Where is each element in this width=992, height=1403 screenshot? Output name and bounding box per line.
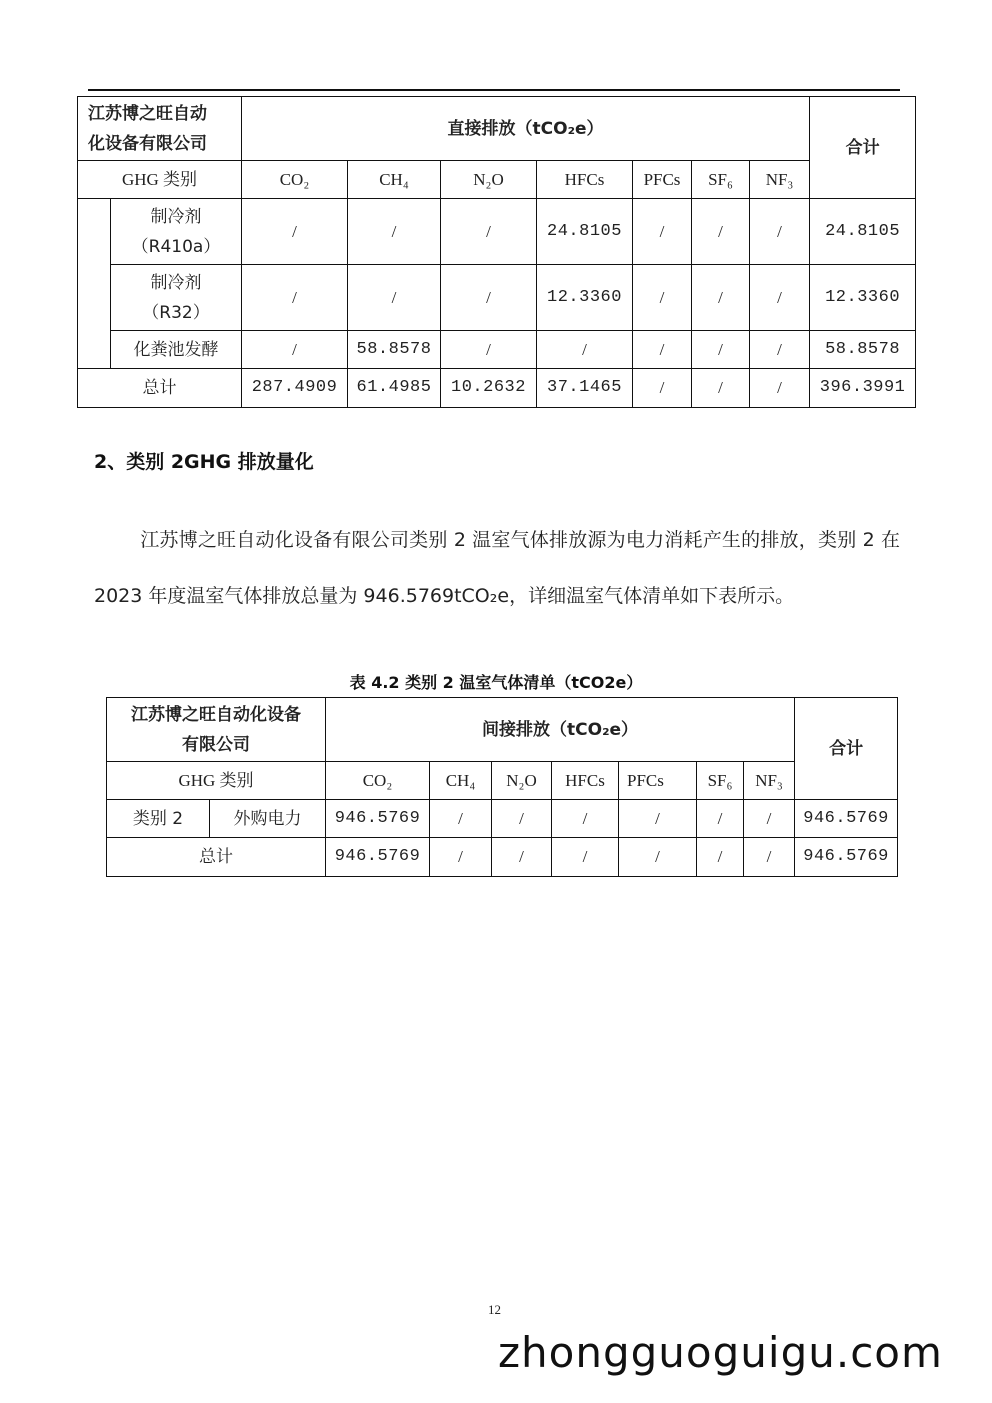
direct-emissions-table [77,96,916,408]
gas-header-ch4: CH₄ [430,762,492,800]
value-cell: / [750,199,810,265]
sum-cell: 10.2632 [441,369,537,408]
sum-cell: 61.4985 [348,369,441,408]
sum-row [78,369,916,408]
sum-label: 总计 [107,838,326,877]
value-cell: / [552,800,619,838]
value-cell: / [750,265,810,331]
source-detail: （R32） [142,302,210,323]
value-cell: / [242,331,348,369]
section-heading: 2、类别 2GHG 排放量化 [94,451,314,473]
gas-header-n2o: N₂O [492,762,552,800]
source-cell: 化粪池发酵 [111,331,242,369]
gas-header-pfcs: PFCs [619,762,697,800]
value-cell: / [441,265,537,331]
value-cell: / [242,199,348,265]
value-cell: / [492,800,552,838]
value-cell: / [697,800,744,838]
value-cell: / [692,199,750,265]
sum-cell: / [492,838,552,877]
category-cell: 类别 2 [107,800,210,838]
sum-cell: / [633,369,692,408]
value-cell: / [692,265,750,331]
table-row [107,800,898,838]
gas-header-pfcs: PFCs [633,161,692,199]
company-header-cell [78,97,242,161]
value-cell: / [619,800,697,838]
sum-cell: / [750,369,810,408]
sum-cell: / [619,838,697,877]
source-cell: 外购电力 [210,800,326,838]
company-header-cell [107,698,326,762]
source-detail: （R410a） [131,236,221,257]
source-cell [111,265,242,331]
indirect-emissions-header: 间接排放（tCO₂e） [326,698,795,762]
row-total-cell: 58.8578 [810,331,916,369]
sum-cell: 37.1465 [537,369,633,408]
sum-row [107,838,898,877]
gas-header-sf6: SF₆ [692,161,750,199]
value-cell: / [692,331,750,369]
sum-cell: / [697,838,744,877]
table-row [78,199,916,265]
page-number: 12 [488,1302,501,1317]
total-header: 合计 [810,97,916,199]
value-cell: / [242,265,348,331]
sum-cell: / [744,838,795,877]
ghg-category-label: GHG 类别 [78,161,242,199]
gas-header-co2: CO₂ [326,762,430,800]
value-cell: 12.3360 [537,265,633,331]
source-cell [111,199,242,265]
value-cell: / [744,800,795,838]
gas-header-co2: CO₂ [242,161,348,199]
table-row [78,331,916,369]
sum-cell: / [692,369,750,408]
table-row [78,265,916,331]
paragraph-text: 江苏博之旺自动化设备有限公司类别 2 温室气体排放源为电力消耗产生的排放，类别 2 在 2023 年度温室气体排放总量为 946.5769tCO₂e，详细温室气体清单如下表所示。 [94,529,900,607]
company-name-line2: 化设备有限公司 [88,133,207,154]
gas-header-nf3: NF₃ [750,161,810,199]
gas-header-sf6: SF₆ [697,762,744,800]
sum-cell: / [430,838,492,877]
row-total-cell: 946.5769 [795,800,898,838]
value-cell: 24.8105 [537,199,633,265]
gas-header-hfcs: HFCs [537,161,633,199]
sum-cell: / [552,838,619,877]
value-cell: / [633,199,692,265]
indirect-emissions-table [106,697,898,877]
sum-cell: 946.5769 [326,838,430,877]
sum-cell: 287.4909 [242,369,348,408]
company-name-line2: 有限公司 [182,734,250,755]
gas-header-n2o: N₂O [441,161,537,199]
value-cell: / [348,199,441,265]
value-cell: / [537,331,633,369]
value-cell: 946.5769 [326,800,430,838]
watermark: zhongguoguigu.com [498,1328,943,1377]
gas-header-ch4: CH₄ [348,161,441,199]
company-name-line1: 江苏博之旺自动 [88,103,207,124]
value-cell: / [633,331,692,369]
row-total-cell: 24.8105 [810,199,916,265]
ghg-category-label: GHG 类别 [107,762,326,800]
grand-total-cell: 946.5769 [795,838,898,877]
category-spacer-cell [78,199,111,369]
company-name-line1: 江苏博之旺自动化设备 [131,704,301,725]
value-cell: / [441,331,537,369]
value-cell: / [441,199,537,265]
source-name: 制冷剂 [150,272,202,293]
value-cell: / [633,265,692,331]
row-total-cell: 12.3360 [810,265,916,331]
gas-header-hfcs: HFCs [552,762,619,800]
body-paragraph [94,512,900,624]
grand-total-cell: 396.3991 [810,369,916,408]
header-rule [88,89,900,91]
direct-emissions-header: 直接排放（tCO₂e） [242,97,810,161]
source-name: 制冷剂 [150,206,202,227]
gas-header-nf3: NF₃ [744,762,795,800]
total-header: 合计 [795,698,898,800]
value-cell: 58.8578 [348,331,441,369]
sum-label: 总计 [78,369,242,408]
value-cell: / [750,331,810,369]
value-cell: / [348,265,441,331]
table-caption: 表 4.2 类别 2 温室气体清单（tCO2e） [349,673,643,692]
value-cell: / [430,800,492,838]
